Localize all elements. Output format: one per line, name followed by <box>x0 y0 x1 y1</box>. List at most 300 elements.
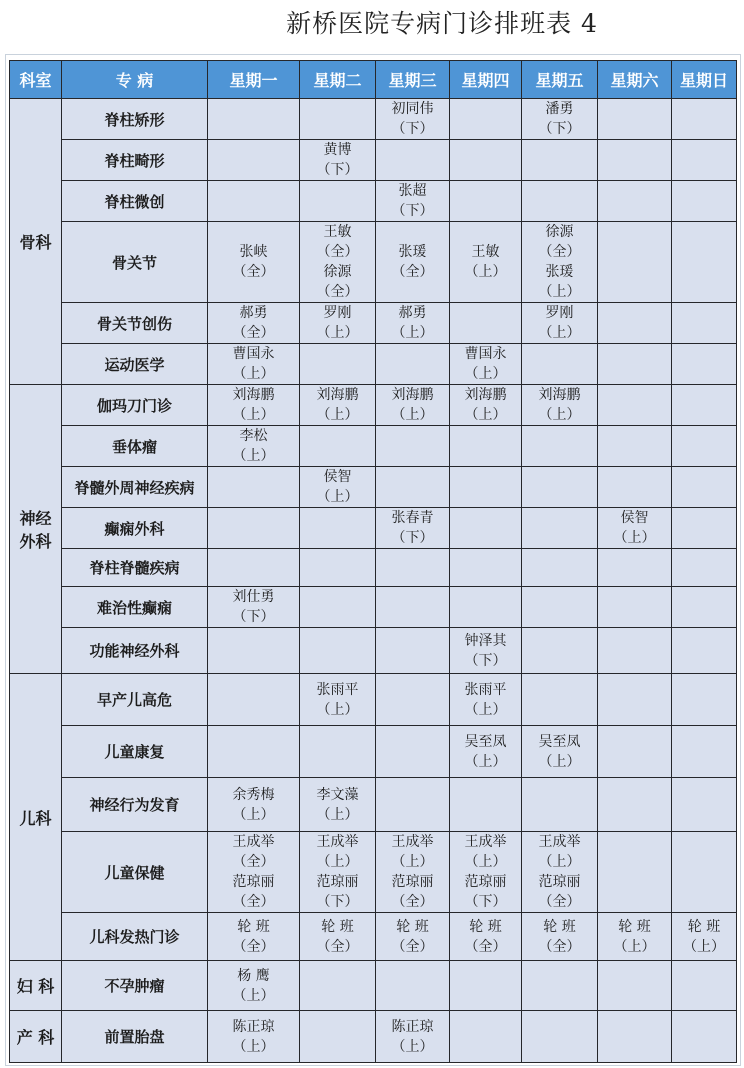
schedule-cell-tue <box>300 140 376 181</box>
schedule-cell-fri <box>522 628 598 674</box>
schedule-cell-sat <box>598 778 672 832</box>
schedule-cell-sun <box>672 508 737 549</box>
schedule-cell-thu <box>450 778 522 832</box>
schedule-cell-wed <box>376 832 450 913</box>
schedule-cell-mon <box>208 385 300 426</box>
session-label: （上） <box>391 325 434 341</box>
disease-name: 前置胎盘 <box>62 1011 208 1063</box>
session-label: （上） <box>464 701 507 718</box>
disease-name: 神经行为发育 <box>62 778 208 832</box>
doctor-name: 范琼丽 <box>538 874 581 890</box>
schedule-cell-wed <box>376 913 450 961</box>
doctor-name: 侯智 <box>323 469 352 485</box>
schedule-cell-sat <box>598 99 672 140</box>
session-label: （上） <box>613 530 656 546</box>
schedule-cell-sat <box>598 913 672 961</box>
schedule-cell-tue <box>300 628 376 674</box>
schedule-cell-sun <box>672 628 737 674</box>
doctor-name: 余秀梅 <box>232 786 275 803</box>
page-title-text: 新桥医院专病门诊排班表 4 <box>286 9 598 38</box>
schedule-cell-fri <box>522 549 598 587</box>
department-name: 神经 <box>19 509 52 528</box>
session-label: （上） <box>316 407 359 423</box>
disease-name: 儿科发热门诊 <box>62 913 208 961</box>
session-label: （上） <box>232 407 275 423</box>
schedule-cell-sun <box>672 467 737 508</box>
schedule-cell-tue <box>300 913 376 961</box>
schedule-cell-wed <box>376 778 450 832</box>
department-cell <box>10 99 62 385</box>
schedule-cell-sat <box>598 385 672 426</box>
schedule-cell-fri <box>522 726 598 778</box>
doctor-name: 张超 <box>398 183 427 199</box>
session-label: （下） <box>391 530 434 546</box>
session-label: （下） <box>391 121 434 137</box>
schedule-cell-sat <box>598 674 672 726</box>
doctor-name: 轮 班 <box>687 918 721 935</box>
schedule-cell-thu <box>450 467 522 508</box>
session-label: （全） <box>538 244 581 260</box>
doctor-name: 张瑗 <box>545 264 574 280</box>
schedule-cell-mon <box>208 549 300 587</box>
schedule-cell-wed <box>376 467 450 508</box>
schedule-cell-sun <box>672 913 737 961</box>
session-label: （全） <box>316 284 359 300</box>
doctor-name: 初同伟 <box>391 101 434 117</box>
table-row <box>10 467 737 508</box>
doctor-name: 曹国永 <box>232 346 275 362</box>
doctor-name: 徐源 <box>323 264 352 280</box>
session-label: （上） <box>538 325 581 341</box>
schedule-cell-tue <box>300 508 376 549</box>
doctor-name: 陈正琼 <box>391 1018 434 1035</box>
disease-name: 难治性癫痫 <box>62 587 208 628</box>
table-row <box>10 222 737 303</box>
schedule-cell-mon <box>208 181 300 222</box>
schedule-cell-mon <box>208 913 300 961</box>
session-label: （下） <box>538 121 581 137</box>
header-disease: 专 病 <box>62 61 208 99</box>
session-label: （上） <box>232 806 275 823</box>
doctor-name: 罗刚 <box>545 305 574 321</box>
header-tue: 星期二 <box>300 61 376 99</box>
schedule-cell-fri <box>522 508 598 549</box>
doctor-name: 轮 班 <box>543 918 576 935</box>
disease-name: 垂体瘤 <box>62 426 208 467</box>
doctor-name: 张雨平 <box>464 681 507 698</box>
doctor-name: 张雨平 <box>316 681 359 698</box>
schedule-cell-sat <box>598 467 672 508</box>
doctor-name: 陈正琼 <box>232 1018 275 1035</box>
header-fri: 星期五 <box>522 61 598 99</box>
schedule-cell-mon <box>208 426 300 467</box>
schedule-cell-wed <box>376 99 450 140</box>
doctor-name: 轮 班 <box>396 918 429 935</box>
header-thu: 星期四 <box>450 61 522 99</box>
schedule-cell-sat <box>598 303 672 344</box>
session-label: （上） <box>316 701 359 718</box>
doctor-name: 轮 班 <box>237 918 270 935</box>
session-label: （上） <box>464 264 507 280</box>
schedule-cell-sun <box>672 674 737 726</box>
session-label: （上） <box>538 854 581 870</box>
schedule-cell-mon <box>208 508 300 549</box>
doctor-name: 刘海鹏 <box>391 387 434 403</box>
session-label: （全） <box>391 264 434 280</box>
doctor-name: 黄博 <box>323 142 352 158</box>
schedule-cell-tue <box>300 832 376 913</box>
schedule-cell-wed <box>376 961 450 1011</box>
schedule-cell-sat <box>598 961 672 1011</box>
doctor-name: 轮 班 <box>469 918 502 935</box>
doctor-name: 刘海鹏 <box>538 387 581 403</box>
session-label: （全） <box>232 325 275 341</box>
table-row <box>10 913 737 961</box>
schedule-cell-tue <box>300 181 376 222</box>
schedule-cell-sat <box>598 587 672 628</box>
session-label: （下） <box>391 203 434 219</box>
session-label: （上） <box>538 407 581 423</box>
department-cell <box>10 1011 62 1063</box>
session-label: （上） <box>316 489 359 505</box>
schedule-cell-sun <box>672 99 737 140</box>
header-sat: 星期六 <box>598 61 672 99</box>
schedule-cell-wed <box>376 426 450 467</box>
table-row <box>10 426 737 467</box>
schedule-cell-mon <box>208 1011 300 1063</box>
schedule-cell-thu <box>450 303 522 344</box>
schedule-cell-thu <box>450 344 522 385</box>
schedule-cell-fri <box>522 426 598 467</box>
schedule-cell-thu <box>450 140 522 181</box>
schedule-cell-wed <box>376 674 450 726</box>
schedule-cell-mon <box>208 587 300 628</box>
schedule-cell-fri <box>522 587 598 628</box>
schedule-cell-sun <box>672 344 737 385</box>
schedule-cell-thu <box>450 913 522 961</box>
schedule-cell-thu <box>450 832 522 913</box>
disease-name: 早产儿高危 <box>62 674 208 726</box>
doctor-name: 郝勇 <box>398 305 427 321</box>
doctor-name: 轮 班 <box>321 918 354 935</box>
doctor-name: 王成举 <box>538 834 581 850</box>
schedule-cell-mon <box>208 674 300 726</box>
schedule-cell-sun <box>672 181 737 222</box>
schedule-cell-thu <box>450 549 522 587</box>
session-label: （上） <box>464 366 507 382</box>
page-title <box>0 4 744 40</box>
schedule-cell-fri <box>522 385 598 426</box>
session-label: （下） <box>316 894 359 910</box>
session-label: （上） <box>391 407 434 423</box>
doctor-name: 王敏 <box>323 224 352 240</box>
doctor-name: 轮 班 <box>618 918 651 935</box>
table-row <box>10 385 737 426</box>
schedule-cell-sat <box>598 426 672 467</box>
table-row <box>10 99 737 140</box>
doctor-name: 潘勇 <box>545 101 574 117</box>
department-cell <box>10 385 62 674</box>
doctor-name: 王成举 <box>232 834 275 850</box>
doctor-name: 吴至凤 <box>464 733 507 750</box>
disease-name: 不孕肿瘤 <box>62 961 208 1011</box>
session-label: （上） <box>464 407 507 423</box>
doctor-name: 张春青 <box>391 510 434 526</box>
session-label: （全） <box>316 938 359 955</box>
session-label: （上） <box>316 325 359 341</box>
schedule-cell-mon <box>208 628 300 674</box>
schedule-cell-thu <box>450 1011 522 1063</box>
department-cell <box>10 961 62 1011</box>
doctor-name: 侯智 <box>620 510 649 526</box>
schedule-cell-sat <box>598 222 672 303</box>
header-mon: 星期一 <box>208 61 300 99</box>
schedule-cell-tue <box>300 222 376 303</box>
header-wed: 星期三 <box>376 61 450 99</box>
disease-name: 伽玛刀门诊 <box>62 385 208 426</box>
schedule-cell-mon <box>208 467 300 508</box>
schedule-cell-sun <box>672 426 737 467</box>
table-row <box>10 344 737 385</box>
schedule-cell-mon <box>208 778 300 832</box>
header-dept: 科室 <box>10 61 62 99</box>
schedule-cell-fri <box>522 140 598 181</box>
table-row <box>10 628 737 674</box>
session-label: （上） <box>232 448 275 464</box>
schedule-cell-thu <box>450 628 522 674</box>
disease-name: 儿童保健 <box>62 832 208 913</box>
schedule-cell-tue <box>300 426 376 467</box>
schedule-cell-thu <box>450 385 522 426</box>
doctor-name: 王成举 <box>316 834 359 850</box>
schedule-table <box>9 60 737 1063</box>
schedule-cell-fri <box>522 674 598 726</box>
session-label: （全） <box>538 894 581 910</box>
table-row <box>10 1011 737 1063</box>
department-name: 妇 科 <box>16 977 55 996</box>
department-name: 儿科 <box>19 808 52 828</box>
schedule-cell-tue <box>300 587 376 628</box>
schedule-cell-thu <box>450 181 522 222</box>
schedule-cell-mon <box>208 303 300 344</box>
department-name: 产 科 <box>16 1028 55 1047</box>
schedule-cell-wed <box>376 344 450 385</box>
session-label: （全） <box>232 854 275 870</box>
schedule-cell-sat <box>598 344 672 385</box>
session-label: （上） <box>683 938 725 955</box>
table-row <box>10 832 737 913</box>
disease-name: 功能神经外科 <box>62 628 208 674</box>
schedule-cell-thu <box>450 961 522 1011</box>
schedule-cell-fri <box>522 222 598 303</box>
session-label: （上） <box>316 806 359 823</box>
disease-name: 脊柱脊髓疾病 <box>62 549 208 587</box>
doctor-name: 吴至凤 <box>538 733 581 750</box>
doctor-name: 范琼丽 <box>232 874 275 890</box>
schedule-cell-tue <box>300 549 376 587</box>
disease-name: 癫痫外科 <box>62 508 208 549</box>
session-label: （上） <box>232 1038 275 1055</box>
schedule-cell-tue <box>300 385 376 426</box>
schedule-cell-sun <box>672 303 737 344</box>
schedule-cell-fri <box>522 832 598 913</box>
schedule-cell-sat <box>598 549 672 587</box>
session-label: （上） <box>464 753 507 770</box>
session-label: （上） <box>232 366 275 382</box>
session-label: （上） <box>316 854 359 870</box>
schedule-cell-tue <box>300 344 376 385</box>
doctor-name: 范琼丽 <box>464 874 507 890</box>
doctor-name: 王敏 <box>471 244 500 260</box>
schedule-cell-wed <box>376 222 450 303</box>
schedule-cell-fri <box>522 961 598 1011</box>
doctor-name: 杨 鹰 <box>237 967 270 984</box>
schedule-cell-fri <box>522 1011 598 1063</box>
disease-name: 脊柱畸形 <box>62 140 208 181</box>
schedule-cell-tue <box>300 961 376 1011</box>
doctor-name: 徐源 <box>545 224 574 240</box>
doctor-name: 王成举 <box>464 834 507 850</box>
schedule-cell-tue <box>300 99 376 140</box>
session-label: （全） <box>391 938 434 955</box>
session-label: （上） <box>464 854 507 870</box>
schedule-cell-sat <box>598 628 672 674</box>
schedule-cell-wed <box>376 140 450 181</box>
schedule-cell-fri <box>522 778 598 832</box>
doctor-name: 张瑗 <box>398 244 427 260</box>
schedule-cell-sun <box>672 549 737 587</box>
table-row <box>10 778 737 832</box>
department-name: 外科 <box>19 532 52 551</box>
department-cell <box>10 674 62 961</box>
schedule-cell-wed <box>376 628 450 674</box>
session-label: （上） <box>538 284 581 300</box>
schedule-cell-tue <box>300 674 376 726</box>
table-row <box>10 587 737 628</box>
schedule-cell-mon <box>208 344 300 385</box>
schedule-cell-wed <box>376 303 450 344</box>
session-label: （全） <box>232 264 275 280</box>
header-sun: 星期日 <box>672 61 737 99</box>
table-row <box>10 303 737 344</box>
disease-name: 儿童康复 <box>62 726 208 778</box>
schedule-cell-thu <box>450 99 522 140</box>
table-row <box>10 140 737 181</box>
schedule-cell-sun <box>672 726 737 778</box>
doctor-name: 刘仕勇 <box>232 589 275 605</box>
schedule-cell-thu <box>450 674 522 726</box>
session-label: （上） <box>391 1038 434 1055</box>
schedule-cell-tue <box>300 778 376 832</box>
doctor-name: 范琼丽 <box>391 874 434 890</box>
session-label: （下） <box>232 609 275 625</box>
schedule-cell-thu <box>450 222 522 303</box>
schedule-cell-fri <box>522 303 598 344</box>
table-row <box>10 674 737 726</box>
schedule-cell-thu <box>450 508 522 549</box>
schedule-cell-mon <box>208 99 300 140</box>
header-row <box>10 61 737 99</box>
doctor-name: 罗刚 <box>323 305 352 321</box>
session-label: （全） <box>538 938 581 955</box>
schedule-cell-fri <box>522 99 598 140</box>
doctor-name: 范琼丽 <box>316 874 359 890</box>
schedule-cell-sun <box>672 587 737 628</box>
session-label: （全） <box>232 938 275 955</box>
doctor-name: 王成举 <box>391 834 434 850</box>
disease-name: 运动医学 <box>62 344 208 385</box>
schedule-cell-tue <box>300 467 376 508</box>
doctor-name: 曹国永 <box>464 346 507 362</box>
doctor-name: 郝勇 <box>239 305 268 321</box>
session-label: （下） <box>464 652 507 669</box>
schedule-cell-wed <box>376 181 450 222</box>
schedule-cell-wed <box>376 726 450 778</box>
schedule-cell-thu <box>450 726 522 778</box>
schedule-cell-mon <box>208 961 300 1011</box>
table-row <box>10 726 737 778</box>
doctor-name: 李文藻 <box>316 786 359 803</box>
doctor-name: 刘海鹏 <box>464 387 507 403</box>
disease-name: 脊髓外周神经疾病 <box>62 467 208 508</box>
schedule-cell-wed <box>376 549 450 587</box>
doctor-name: 钟泽其 <box>464 632 507 649</box>
session-label: （上） <box>232 987 275 1004</box>
schedule-cell-fri <box>522 467 598 508</box>
doctor-name: 刘海鹏 <box>316 387 359 403</box>
schedule-cell-fri <box>522 181 598 222</box>
schedule-cell-sun <box>672 832 737 913</box>
doctor-name: 刘海鹏 <box>232 387 275 403</box>
session-label: （上） <box>391 854 434 870</box>
table-row <box>10 181 737 222</box>
schedule-cell-fri <box>522 913 598 961</box>
disease-name: 脊柱微创 <box>62 181 208 222</box>
schedule-cell-tue <box>300 1011 376 1063</box>
schedule-cell-sun <box>672 140 737 181</box>
doctor-name: 李松 <box>239 428 268 444</box>
schedule-cell-sat <box>598 181 672 222</box>
schedule-cell-sun <box>672 1011 737 1063</box>
schedule-cell-sat <box>598 726 672 778</box>
table-row <box>10 961 737 1011</box>
schedule-cell-sun <box>672 961 737 1011</box>
disease-name: 骨关节 <box>62 222 208 303</box>
schedule-cell-thu <box>450 587 522 628</box>
schedule-cell-thu <box>450 426 522 467</box>
schedule-cell-wed <box>376 385 450 426</box>
schedule-cell-wed <box>376 1011 450 1063</box>
schedule-cell-tue <box>300 303 376 344</box>
schedule-cell-sat <box>598 140 672 181</box>
session-label: （下） <box>464 894 507 910</box>
schedule-cell-sun <box>672 222 737 303</box>
schedule-cell-wed <box>376 587 450 628</box>
session-label: （全） <box>232 894 275 910</box>
session-label: （全） <box>316 244 359 260</box>
schedule-cell-sat <box>598 832 672 913</box>
table-row <box>10 508 737 549</box>
doctor-name: 张峡 <box>239 244 268 260</box>
schedule-cell-mon <box>208 140 300 181</box>
session-label: （上） <box>613 938 656 955</box>
session-label: （全） <box>464 938 507 955</box>
schedule-cell-mon <box>208 222 300 303</box>
session-label: （全） <box>391 894 434 910</box>
session-label: （下） <box>316 162 359 178</box>
schedule-cell-mon <box>208 832 300 913</box>
schedule-cell-mon <box>208 726 300 778</box>
